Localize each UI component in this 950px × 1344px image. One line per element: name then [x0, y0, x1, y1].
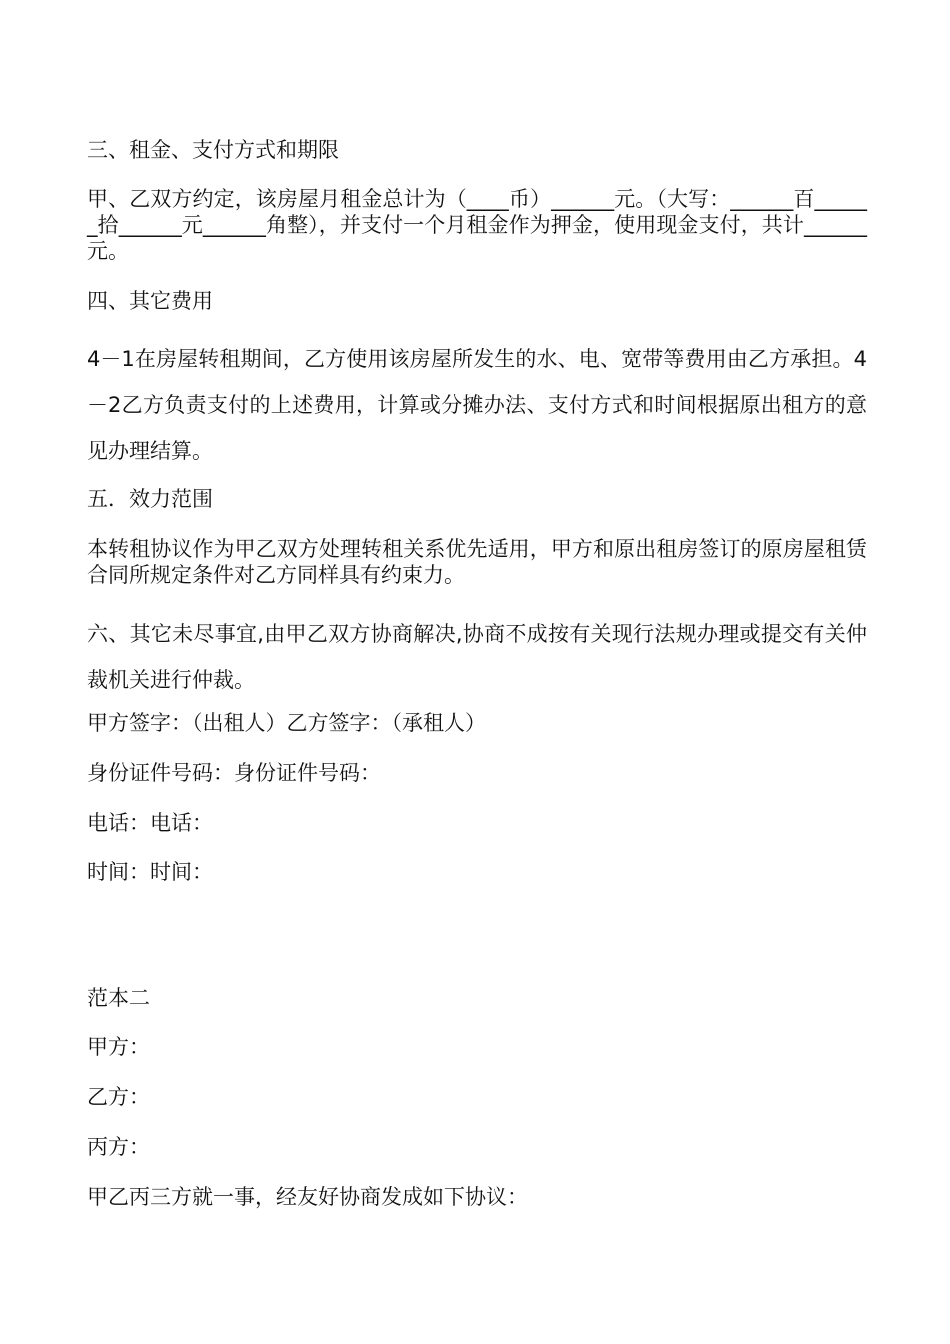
phone-line: 电话：电话：: [87, 811, 213, 835]
section-6-body: 六、其它未尽事宜,由甲乙双方协商解决,协商不成按有关现行法规办理或提交有关仲裁机关进行仲裁。: [87, 622, 867, 692]
section-3-body: 甲、乙双方约定，该房屋月租金总计为（____币）______元。（大写：______百______拾______元______角整），并支付一个月租金作为押金，使用现金支付，共计______元。: [87, 187, 867, 263]
id-number-line: 身份证件号码：身份证件号码：: [87, 761, 381, 785]
party-b-line: 乙方：: [87, 1085, 150, 1109]
section-4-body: 4－1在房屋转租期间，乙方使用该房屋所发生的水、电、宽带等费用由乙方承担。4－2乙方负责支付的上述费用，计算或分摊办法、支付方式和时间根据原出租方的意见办理结算。: [87, 347, 867, 463]
party-c-line: 丙方：: [87, 1135, 150, 1159]
agreement-intro: 甲乙丙三方就一事，经友好协商发成如下协议：: [87, 1185, 528, 1209]
section-4-heading: 四、其它费用: [87, 289, 213, 313]
signature-line: 甲方签字：（出租人）乙方签字：（承租人）: [87, 711, 486, 735]
section-5-heading: 五．效力范围: [87, 487, 213, 511]
party-a-line: 甲方：: [87, 1035, 150, 1059]
time-line: 时间：时间：: [87, 860, 213, 884]
section-5-body: 本转租协议作为甲乙双方处理转租关系优先适用，甲方和原出租房签订的原房屋租赁合同所规定条件对乙方同样具有约束力。: [87, 537, 867, 587]
section-3-heading: 三、租金、支付方式和期限: [87, 138, 339, 162]
sample-2-title: 范本二: [87, 986, 150, 1010]
